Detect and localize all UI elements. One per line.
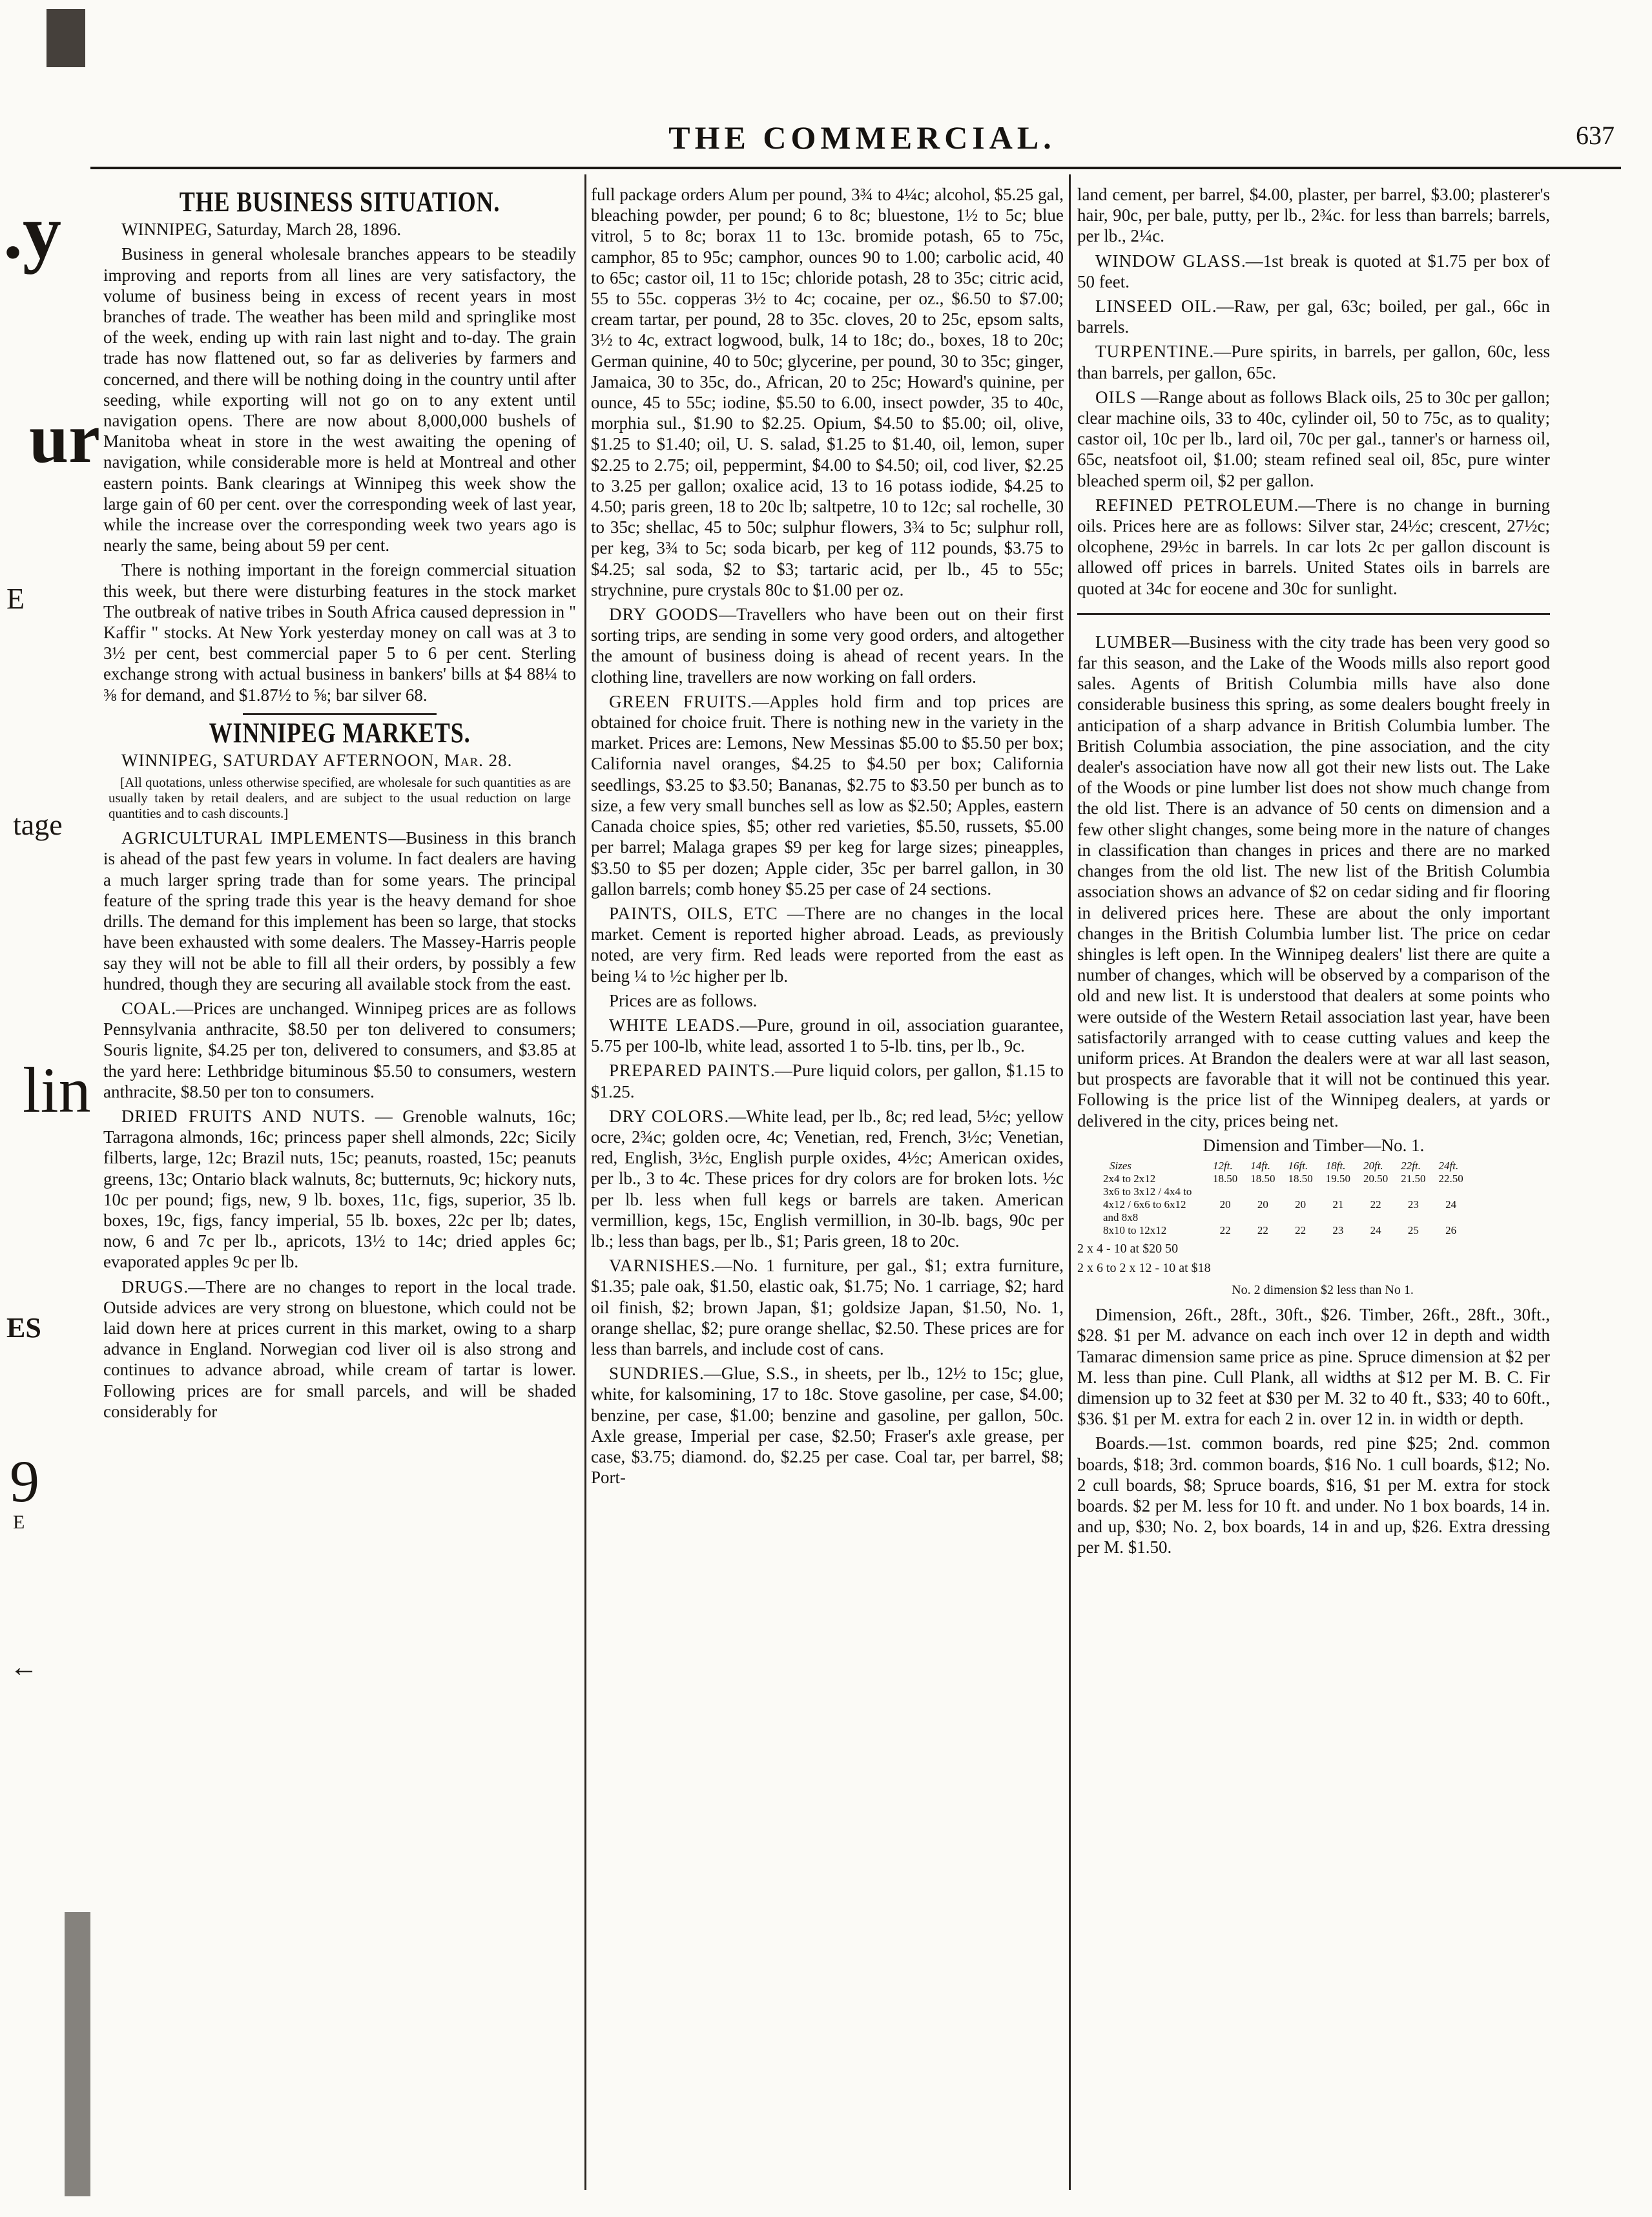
section-text: —Business in this branch is ahead of the past few years in volume. In fact dealers are having a much larger spring trade than for some years. The principal feature of the spring trade this year is the heavy demand for shoe drills. The demand for this implement has been so large, that stocks have been exhausted with some dealers. The Massey-Harris people say they will not be able to fill all their orders, by possibly a few hundred, though they are securing all available stock from the east. (103, 828, 576, 994)
section-text: .—Pure, ground in oil, association guarantee, 5.75 per 100-lb, white lead, assorted 1 to 5-lb. tins, per lb., 9c. (591, 1015, 1064, 1056)
section-rule (1077, 613, 1550, 615)
drugs-continued: full package orders Alum per pound, 3¾ to 4¼c; alcohol, $5.25 gal, bleaching powder, per pound; 6 to 8c; bluestone, 1½ to 5c; blue vitrol, 5 to 8c; borax 11 to 13c. bromide potash, 65 to 75c, camphor, 85 to 95c; camphor, ounces 90 to 1.00; carbolic acid, 40 to 65c; castor oil, 11 to 15c; chloride potash, 28 to 35c; citric acid, 55 to 55c. copperas 3½ to 4c; cocaine, per oz., $6.50 to $7.00; cream tartar, per pound, 28 to 35c. cloves, 20 to 25c, epsom salts, 3½ to 4c, extract logwood, bulk, 14 to 18c; do., boxes, 18 to 20c; German quinine, 40 to 50c; glycerine, per pound, 30 to 35c; ginger, Jamaica, 30 to 35c, do., African, 20 to 25c; Howard's quinine, per ounce, 45 to 55c; iodine, $5.50 to 6.00, insect powder, 35 to 40c, morphia sul., $1.90 to $2.25. Opium, $4.50 to $5.00; oil, olive, $1.25 to $1.40; oil, U. S. salad, $1.25 to $1.40, oil, lemon, super $2.25 to 2.75; oil, peppermint, $4.00 to $4.50; oil, cod liver, $2.25 to 3.25 per gallon; oxalice acid, 13 to 16 potass iodide, $4.25 to 4.50; paris green, 18 to 20c lb; saltpetre, 10 to 12c; sal rochelle, 30 to 35c; shellac, 45 to 50c; sulphur flowers, 3¾ to 5c; sulphur roll, per keg, 3¾ to 5c; soda bicarb, per keg of 112 pounds, $3.75 to $4.25; sal soda, $2 to $3; tartaric acid, per lb., 45 to 55c; strychnine, pure crystals 80c to $1.00 per oz. (591, 185, 1064, 599)
market-paragraph (591, 691, 1064, 899)
table-cell: 22 (1370, 1198, 1381, 1211)
table-header: 20ft. (1363, 1159, 1383, 1172)
sundries-continued: land cement, per barrel, $4.00, plaster, per barrel, $3.00; plasterer's hair, 90c, per bale, putty, per lb., 2¾c. for less than barrels; barrels, per lb., 2¼c. (1077, 185, 1550, 246)
article-paragraph: There is nothing important in the foreign commercial situation this week, but there were disturbing features in the stock market The outbreak of native tribes in South Africa caused depression in " Kaffir " stocks. At New York yesterday money on call was at 3 to 3½ per cent, best commercial paper 5 to 6 per cent. Sterling exchange strong with actual business in bankers' bills at $4 88¼ to ⅜ for demand, and $1.87½ to ⅝; bar silver 68. (103, 560, 576, 705)
market-paragraph (1077, 296, 1550, 337)
section-label: SUNDRIES (609, 1364, 700, 1384)
masthead-rule (90, 167, 1621, 169)
market-paragraph (103, 998, 576, 1102)
table-cell: 22 (1295, 1223, 1306, 1236)
section-label: OILS (1095, 387, 1137, 407)
section-label: TURPENTINE (1095, 342, 1210, 362)
table-header: 22ft. (1401, 1159, 1421, 1172)
table-cell: 22 (1219, 1223, 1231, 1236)
table-cell: 21 (1332, 1198, 1344, 1211)
column-divider (584, 174, 586, 2190)
section-label: PREPARED PAINTS (609, 1061, 771, 1081)
section-label: VARNISHES (609, 1256, 711, 1276)
section-rule (243, 713, 437, 715)
section-label: GREEN FRUITS (609, 691, 748, 711)
market-paragraph (1077, 341, 1550, 382)
table-cell: 18.50 (1250, 1172, 1275, 1185)
timber-table-title: Dimension and Timber—No. 1. (1203, 1135, 1425, 1155)
section-text: .—White lead, per lb., 8c; red lead, 5½c; yellow ocre, 2¾c; golden ocre, 4c; Venetian, red, French, 3½c; Venetian, red, English, 3½c, English purple oxides, 4½c; American oxides, per lb., 3 to 4c. These prices for dry colors are for broken lots. ½c per lb. less when full kegs or barrels are taken. American vermillion, kegs, 15c, English vermillion, in 30-lb. bags, 90c per lb.; less than bags, per lb., $1; Paris green, 18 to 20c. (591, 1106, 1064, 1251)
section-label: LUMBER (1095, 632, 1172, 652)
section-label: DRY COLORS (609, 1106, 725, 1126)
section-label: PAINTS, OILS, ETC (609, 903, 778, 923)
table-cell: 25 (1407, 1223, 1419, 1236)
table-cell: 20.50 (1363, 1172, 1389, 1185)
table-header-row (1103, 1160, 1470, 1172)
section-label: AGRICULTURAL IMPLEMENTS (121, 828, 389, 848)
table-cell: 24 (1445, 1198, 1457, 1211)
market-paragraph (1077, 632, 1550, 1131)
section-text: .—There are no changes to report in the local trade. Outside advices are very strong on bluestone, which could not be laid down here at prices current in this market, owing to a sharp advance in England. Norwegian cod liver oil is also strong and continues to advance abroad, while cream of tartar is lower. Following prices are for small parcels, and will be shaded considerably for (103, 1276, 576, 1421)
masthead (110, 109, 1615, 160)
section-label: COAL (121, 998, 172, 1018)
section-text: .—Glue, S.S., in sheets, per lb., 12½ to 15c; glue, white, for kalsomining, 17 to 18c. Stove gasoline, per case, $4.00; benzine, per case, $1.00; benzine and gasoline, per gallon, 50c. Axle grease, Imperial per case, $2.50; Fraser's axle grease, per case, $3.75; diamond. do, $2.25 per case. Coal tar, per barrel, $8; Port- (591, 1364, 1064, 1488)
table-header: 16ft. (1288, 1159, 1308, 1172)
table-header: Sizes (1110, 1159, 1131, 1172)
market-paragraph (591, 604, 1064, 687)
table-row (1103, 1185, 1470, 1224)
margin-fragment: ur (29, 399, 100, 477)
column-1 (103, 184, 576, 1426)
section-label: Boards (1095, 1433, 1145, 1453)
section-label: DRUGS (121, 1276, 184, 1296)
table-cell: 23 (1407, 1198, 1419, 1211)
market-paragraph (591, 1363, 1064, 1488)
market-paragraph (591, 1255, 1064, 1359)
table-cell: 22.50 (1438, 1172, 1463, 1185)
section-text: —Travellers who have been out on their first sorting trips, are sending in some very good orders, and altogether the amount of business doing is ahead of recent years. In the clothing line, travellers are now working on fall orders. (591, 605, 1064, 687)
timber-price-table (1103, 1160, 1470, 1237)
table-cell: 22 (1257, 1223, 1268, 1236)
section-label: DRIED FRUITS AND NUTS (121, 1106, 361, 1126)
section-text: .—1st. common boards, red pine $25; 2nd. common boards, $18; 3rd. common boards, $16 No. 1 cull boards, $12; No. 2 cull boards, $8; Spruce boards, $16, $1 per M. extra for stock boards. $2 per M. less for 10 ft. and under. No 1 box boards, 14 in. and up, $30; No. 2, box boards, 14 in and up, $26. Extra dressing per M. $1.50. (1077, 1433, 1550, 1557)
prices-follow: Prices are as follows. (609, 990, 758, 1010)
market-paragraph (591, 903, 1064, 986)
table-cell: 23 (1332, 1223, 1344, 1236)
table-note: 2 x 6 to 2 x 12 - 10 at $18 (1077, 1260, 1211, 1275)
section-label: REFINED PETROLEUM (1095, 495, 1294, 515)
column-2 (591, 184, 1064, 1492)
scan-blot (65, 1912, 90, 2196)
markets-heading: WINNIPEG MARKETS. (209, 716, 471, 749)
quotations-note: [All quotations, unless otherwise specified, are wholesale for such quantities as are usually taken by retail dealers, and are subject to the usual reduction on large quantities and to cash discounts.] (108, 775, 571, 822)
section-text: .—1st break is quoted at $1.75 per box of 50 feet. (1077, 251, 1550, 291)
table-header: 14ft. (1250, 1159, 1270, 1172)
margin-fragment: tage (13, 808, 63, 841)
market-paragraph (1077, 251, 1550, 292)
margin-fragment: ES (6, 1312, 41, 1344)
table-cell: 19.50 (1325, 1172, 1350, 1185)
market-paragraph (591, 1060, 1064, 1101)
table-cell: 18.50 (1288, 1172, 1313, 1185)
section-text: —Business with the city trade has been very good so far this season, and the Lake of the Woods mills also report good sales. Agents of British Columbia mills have also done considerable business this spring, as some dealers bought freely in anticipation of a sharp advance in British Columbia lumber. The British Columbia association, the pine association, and the city dealer's association have now all got their new lists out. The Lake of the Woods or pine lumber list does not show much change from the old list. There is an advance of 50 cents on dimension and a few other slight changes, some being more in the nature of changes in classification than changes in prices and there are no marked changes from the old list. The new list of the British Columbia association shows an advance of $2 on cedar siding and fir flooring in delivered prices here. These are about the only important changes in the British Columbia lumber list. The price on cedar shingles is left open. In the Winnipeg dealers' list there are quite a number of changes, which will be observed by a comparison of the old and new list. It is understood that dealers at some points who were outside of the Western Retail association last year, have been satisfactorily arranged with to cease cutting values and keep the uniform prices. At Brandon the dealers were at war all last season, but prospects are favorable that it will not be continued this year. Following is the price list of the Winnipeg dealers, at yards or delivered in the city, prices being net. (1077, 632, 1550, 1130)
table-row (1103, 1224, 1470, 1237)
section-label: DRY GOODS (609, 605, 719, 625)
article-paragraph: Business in general wholesale branches appears to be steadily improving and reports from all lines are very satisfactory, the volume of business being in excess of recent years in most branches of trade. The weather has been mild and springlike most of the week, ending up with rain last night and to-day. The grain trade has now flattened out, so far as deliveries by farmers and concerned, and there will be nothing doing in the country until after seeding, while exporting will not go on to any extent until navigation opens. There are now about 8,000,000 bushels of Manitoba wheat in store in the west awaiting the opening of navigation, while considerable more is held at Montreal and other eastern points. Bank clearings at Winnipeg this week show the large gain of 60 per cent. over the corresponding week of last year, while the increase over the corresponding week two years ago is nearly the same, being about 59 per cent. (103, 244, 576, 556)
margin-fragment: .y (3, 189, 61, 275)
section-text: .—Raw, per gal, 63c; boiled, per gal., 66c in barrels. (1077, 297, 1550, 337)
margin-fragment: ← (10, 1651, 38, 1683)
table-cell: 24 (1370, 1223, 1381, 1236)
section-label: LINSEED OIL (1095, 297, 1212, 317)
section-text: —Range about as follows Black oils, 25 to 30c per gallon; clear machine oils, 33 to 40c, cylinder oil, 50 to 75c, as to quality; castor oil, 10c per lb., lard oil, 70c per gal., tanner's or harness oil, 65c, neatsfoot oil, $1.00; steam refined seal oil, 85c, pure winter bleached sperm oil, $2 per gallon. (1077, 387, 1550, 490)
page-title: THE COMMERCIAL. (668, 120, 1056, 156)
table-cell: 8x10 to 12x12 (1103, 1223, 1167, 1236)
market-paragraph (1077, 387, 1550, 491)
table-cell: 2x4 to 2x12 (1103, 1172, 1156, 1185)
page-number: 637 (1576, 121, 1615, 150)
market-paragraph (103, 1276, 576, 1422)
table-row (1103, 1172, 1470, 1185)
table-cell: 26 (1445, 1223, 1457, 1236)
business-dateline: WINNIPEG, Saturday, March 28, 1896. (121, 220, 402, 240)
market-paragraph (1077, 495, 1550, 599)
section-text: . — Grenoble walnuts, 16c; Tarragona almonds, 16c; princess paper shell almonds, 22c; Sicily filberts, large, 12c; Brazil nuts, 15c; peanuts, roasted, 15c; peanuts greens, 13c; Ontario black walnuts, 8c; butternuts, 9c; hickory nuts, 10c per pound; figs, new, 9 lb. boxes, 11c, figs, superior, 35 lb. boxes, 19c, figs, fancy imperial, 55 lb. boxes, 22c per lb; dates, now, 6 and 7c per lb., apricots, 13½ to 14c; dried apples 6c; evaporated apples 9c per lb. (103, 1106, 577, 1272)
market-paragraph (103, 827, 576, 994)
table-cell: 20 (1219, 1198, 1231, 1211)
section-label: WINDOW GLASS (1095, 251, 1241, 271)
section-text: .—Pure liquid colors, per gallon, $1.15 to $1.25. (591, 1061, 1064, 1101)
section-text: .—Apples hold firm and top prices are obtained for choice fruit. There is nothing new in the variety in the market. Prices are: Lemons, New Messinas $5.00 to $5.50 per box; California navel oranges, $4.25 to $4.50 per box; California seedlings, $3.25 to $3.50; Bananas, $2.75 to $3.50 per bunch as to size, a few very small bunches sell as low as $2.50; Apples, eastern Canada choice spies, $5; other red varieties, $5.50, russets, $5.00 per barrel; Malaga grapes $9 per keg for large sizes; pineapples, $3.50 to $5 per dozen; Apple cider, 35c per barrel gallon, in 30 gallon barrels; comb honey $5.25 per case of 24 sections. (591, 691, 1064, 899)
section-label: WHITE LEADS (609, 1015, 736, 1035)
margin-fragment: lin (23, 1054, 91, 1126)
table-cell: 3x6 to 3x12 / 4x4 to 4x12 / 6x6 to 6x12 and 8x8 (1103, 1185, 1192, 1223)
adjacent-page-margin (0, 0, 100, 2217)
table-header: 12ft. (1213, 1159, 1233, 1172)
section-text: .—There is no change in burning oils. Prices here are as follows: Silver star, 24½c; crescent, 27½c; olcophene, 29½c in barrels. In car lots 2c per gallon discount is allowed off prices in barrels. United States oils in barrels are quoted at 34c for eocene and 30c for sunlight. (1077, 495, 1550, 598)
market-paragraph (1077, 1433, 1550, 1557)
table-cell: 18.50 (1213, 1172, 1238, 1185)
section-text: .—Pure spirits, in barrels, per gallon, 60c, less than barrels, per gallon, 65c. (1077, 342, 1550, 382)
table-cell: 20 (1257, 1198, 1268, 1211)
market-paragraph (103, 1106, 576, 1273)
section-text: .—No. 1 furniture, per gal., $1; extra furniture, $1.35; pale oak, $1.50, elastic oak, $1.75; No. 1 carriage, $2; hard oil finish, $2; brown Japan, $1; goldsize Japan, $1.50, No. 1, orange shellac, $2; pure orange shellac, $2.50. These prices are for less than barrels, and include cost of cans. (591, 1256, 1064, 1358)
market-paragraph (591, 1106, 1064, 1251)
margin-fragment: Ε (13, 1512, 25, 1533)
market-paragraph: Dimension, 26ft., 28ft., 30ft., $26. Timber, 26ft., 28ft., 30ft., $28. $1 per M. advance on each inch over 12 in depth and width Tamarac dimension same price as pine. Spruce dimension at $2 per M. less than pine. Cull Plank, all widths at $12 per M. B. C. Fir dimension up to 32 feet at $30 per M. 32 to 40 ft., $33; 40 to 60ft., $36. $1 per M. extra for each 2 in. over 12 in. in width or depth. (1077, 1305, 1550, 1429)
table-cell: 20 (1295, 1198, 1306, 1211)
table-note: 2 x 4 - 10 at $20 50 (1077, 1241, 1179, 1256)
market-paragraph (591, 1015, 1064, 1056)
section-text: —There are no changes in the local market. Cement is reported higher abroad. Leads, as previously noted, are very firm. Red leads were reported from the east as being ¼ to ½c higher per lb. (591, 903, 1064, 986)
table-header: 18ft. (1325, 1159, 1346, 1172)
table-cell: 21.50 (1401, 1172, 1426, 1185)
table-footnote: No. 2 dimension $2 less than No 1. (1232, 1282, 1414, 1297)
markets-dateline: WINNIPEG, SATURDAY AFTERNOON, Mar. 28. (121, 751, 513, 771)
margin-fragment: 9 (10, 1448, 39, 1514)
scan-blot (46, 9, 85, 67)
table-header: 24ft. (1438, 1159, 1459, 1172)
section-text: .—Prices are unchanged. Winnipeg prices are as follows Pennsylvania anthracite, $8.50 per ton delivered to consumers; Souris lignite, $4.25 per ton, delivered to consumers, and $3.85 at the yard here: Lethbridge bituminous $5.50 to consumers, western anthracite, $8.50 per ton to consumers. (103, 998, 576, 1101)
business-heading: THE BUSINESS SITUATION. (179, 186, 501, 218)
column-3 (1077, 184, 1550, 1562)
column-divider (1069, 174, 1071, 2190)
margin-fragment: E (6, 582, 25, 615)
